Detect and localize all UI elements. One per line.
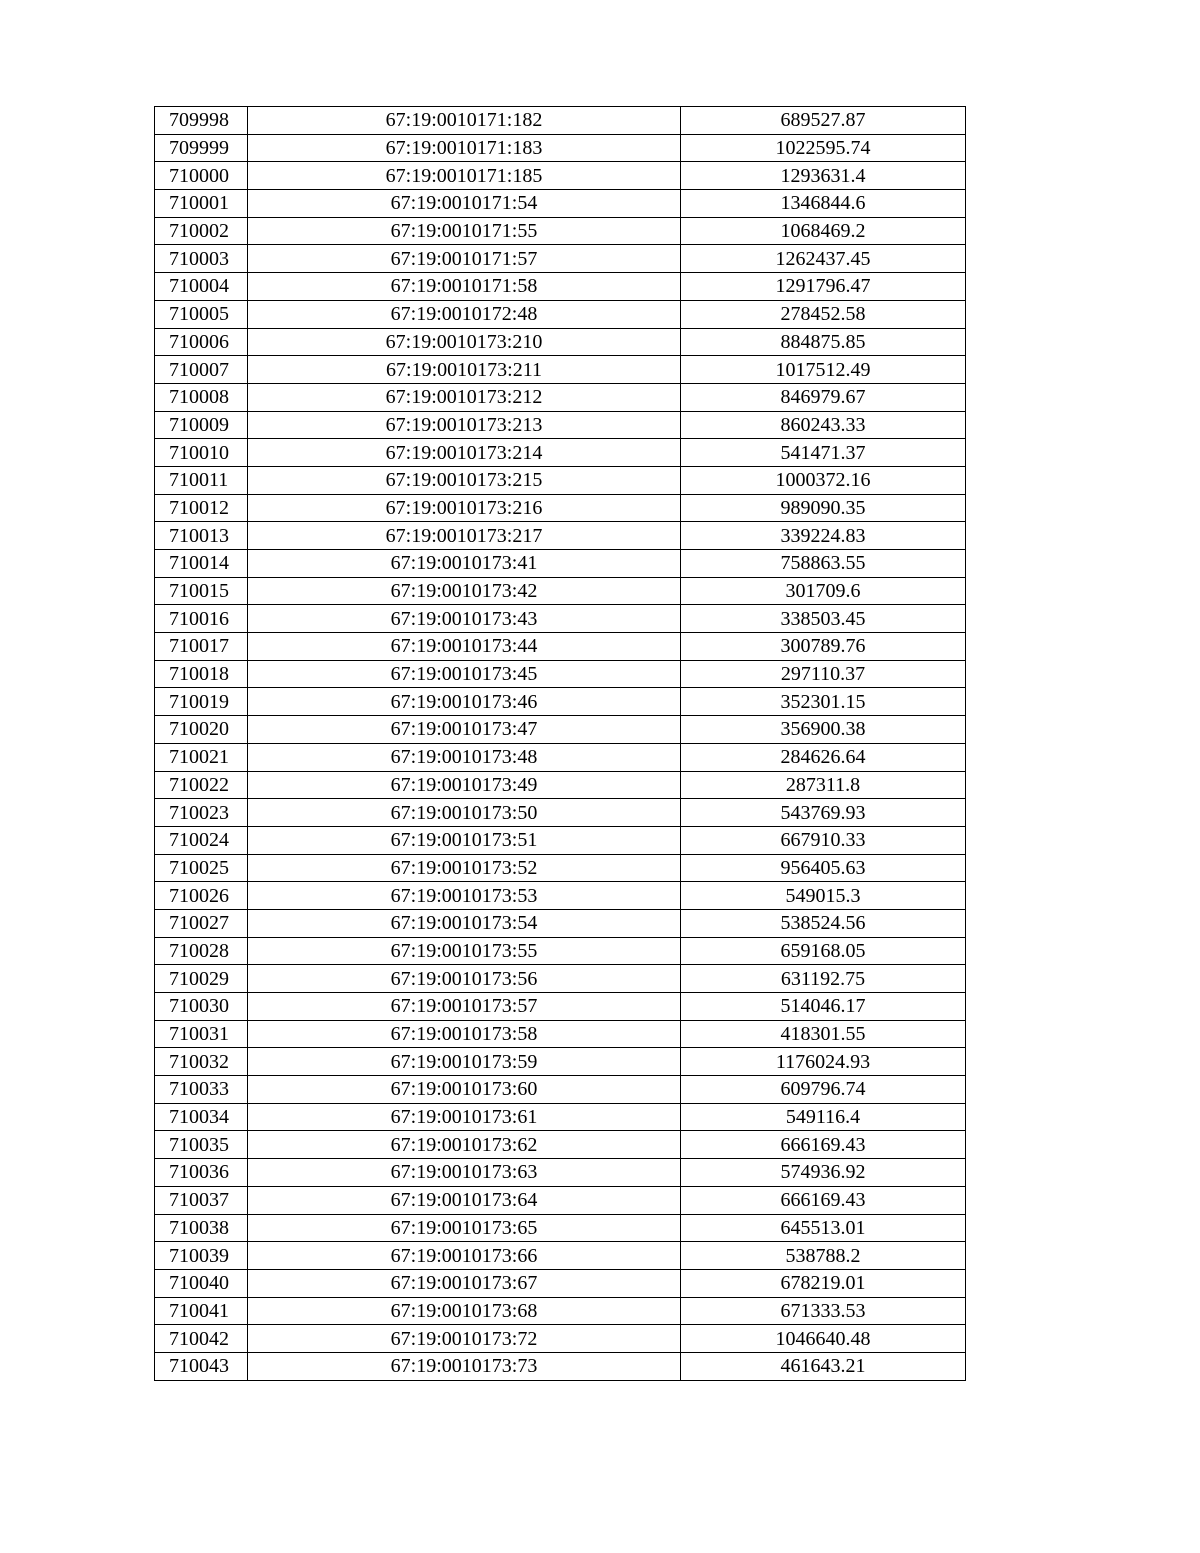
row-id-cell: 710001 [155, 190, 248, 218]
table-row [155, 1297, 966, 1325]
value-cell: 645513.01 [681, 1214, 966, 1242]
table-row [155, 1269, 966, 1297]
table-row [155, 660, 966, 688]
cadastral-number-cell: 67:19:0010173:52 [248, 854, 681, 882]
table-row [155, 245, 966, 273]
value-cell: 1346844.6 [681, 190, 966, 218]
table-row [155, 162, 966, 190]
row-id-cell: 710033 [155, 1076, 248, 1104]
row-id-cell: 710011 [155, 466, 248, 494]
table-row [155, 799, 966, 827]
value-cell: 300789.76 [681, 633, 966, 661]
table-row [155, 1048, 966, 1076]
row-id-cell: 710008 [155, 383, 248, 411]
row-id-cell: 710000 [155, 162, 248, 190]
cadastral-number-cell: 67:19:0010173:54 [248, 909, 681, 937]
value-cell: 278452.58 [681, 300, 966, 328]
row-id-cell: 710036 [155, 1159, 248, 1187]
value-cell: 666169.43 [681, 1131, 966, 1159]
row-id-cell: 710038 [155, 1214, 248, 1242]
value-cell: 631192.75 [681, 965, 966, 993]
table-row [155, 439, 966, 467]
row-id-cell: 710024 [155, 826, 248, 854]
value-cell: 352301.15 [681, 688, 966, 716]
value-cell: 543769.93 [681, 799, 966, 827]
row-id-cell: 710037 [155, 1186, 248, 1214]
row-id-cell: 710009 [155, 411, 248, 439]
cadastral-number-cell: 67:19:0010172:48 [248, 300, 681, 328]
row-id-cell: 709998 [155, 107, 248, 135]
table-row [155, 854, 966, 882]
row-id-cell: 710040 [155, 1269, 248, 1297]
cadastral-number-cell: 67:19:0010173:64 [248, 1186, 681, 1214]
row-id-cell: 710030 [155, 993, 248, 1021]
cadastral-number-cell: 67:19:0010171:185 [248, 162, 681, 190]
row-id-cell: 710027 [155, 909, 248, 937]
cadastral-number-cell: 67:19:0010173:49 [248, 771, 681, 799]
table-row [155, 1325, 966, 1353]
table-row [155, 1131, 966, 1159]
table-row [155, 577, 966, 605]
table-row [155, 411, 966, 439]
value-cell: 1293631.4 [681, 162, 966, 190]
row-id-cell: 710013 [155, 522, 248, 550]
value-cell: 667910.33 [681, 826, 966, 854]
cadastral-number-cell: 67:19:0010173:72 [248, 1325, 681, 1353]
row-id-cell: 710015 [155, 577, 248, 605]
value-cell: 1291796.47 [681, 273, 966, 301]
table-row [155, 633, 966, 661]
row-id-cell: 710012 [155, 494, 248, 522]
table-row [155, 550, 966, 578]
table-row [155, 605, 966, 633]
cadastral-number-cell: 67:19:0010173:50 [248, 799, 681, 827]
cadastral-number-cell: 67:19:0010173:45 [248, 660, 681, 688]
cadastral-number-cell: 67:19:0010173:56 [248, 965, 681, 993]
cadastral-number-cell: 67:19:0010173:59 [248, 1048, 681, 1076]
cadastral-number-cell: 67:19:0010173:212 [248, 383, 681, 411]
table-row [155, 688, 966, 716]
value-cell: 860243.33 [681, 411, 966, 439]
cadastral-number-cell: 67:19:0010173:44 [248, 633, 681, 661]
table-row [155, 522, 966, 550]
value-cell: 884875.85 [681, 328, 966, 356]
table-row [155, 1103, 966, 1131]
cadastral-number-cell: 67:19:0010173:65 [248, 1214, 681, 1242]
table-row [155, 771, 966, 799]
cadastral-number-cell: 67:19:0010173:211 [248, 356, 681, 384]
cadastral-number-cell: 67:19:0010173:58 [248, 1020, 681, 1048]
cadastral-number-cell: 67:19:0010173:46 [248, 688, 681, 716]
value-cell: 609796.74 [681, 1076, 966, 1104]
row-id-cell: 709999 [155, 134, 248, 162]
cadastral-number-cell: 67:19:0010173:48 [248, 743, 681, 771]
row-id-cell: 710016 [155, 605, 248, 633]
row-id-cell: 710022 [155, 771, 248, 799]
value-cell: 1262437.45 [681, 245, 966, 273]
value-cell: 549015.3 [681, 882, 966, 910]
cadastral-number-cell: 67:19:0010173:53 [248, 882, 681, 910]
row-id-cell: 710041 [155, 1297, 248, 1325]
cadastral-number-cell: 67:19:0010173:51 [248, 826, 681, 854]
cadastral-number-cell: 67:19:0010173:217 [248, 522, 681, 550]
cadastral-number-cell: 67:19:0010173:60 [248, 1076, 681, 1104]
cadastral-number-cell: 67:19:0010173:63 [248, 1159, 681, 1187]
table-row [155, 190, 966, 218]
row-id-cell: 710006 [155, 328, 248, 356]
value-cell: 549116.4 [681, 1103, 966, 1131]
value-cell: 1000372.16 [681, 466, 966, 494]
row-id-cell: 710032 [155, 1048, 248, 1076]
table-row [155, 993, 966, 1021]
table-row [155, 1020, 966, 1048]
table-row [155, 356, 966, 384]
cadastral-number-cell: 67:19:0010171:58 [248, 273, 681, 301]
table-row [155, 134, 966, 162]
table-row [155, 882, 966, 910]
table-row [155, 494, 966, 522]
value-cell: 671333.53 [681, 1297, 966, 1325]
table-row [155, 1159, 966, 1187]
cadastral-number-cell: 67:19:0010173:62 [248, 1131, 681, 1159]
row-id-cell: 710017 [155, 633, 248, 661]
value-cell: 538788.2 [681, 1242, 966, 1270]
cadastral-number-cell: 67:19:0010173:215 [248, 466, 681, 494]
table-row [155, 1352, 966, 1380]
table-row [155, 743, 966, 771]
value-cell: 666169.43 [681, 1186, 966, 1214]
cadastral-number-cell: 67:19:0010173:55 [248, 937, 681, 965]
value-cell: 338503.45 [681, 605, 966, 633]
cadastral-number-cell: 67:19:0010173:41 [248, 550, 681, 578]
cadastral-number-cell: 67:19:0010171:183 [248, 134, 681, 162]
cadastral-number-cell: 67:19:0010173:43 [248, 605, 681, 633]
value-cell: 1022595.74 [681, 134, 966, 162]
table-row [155, 909, 966, 937]
value-cell: 956405.63 [681, 854, 966, 882]
row-id-cell: 710002 [155, 217, 248, 245]
value-cell: 846979.67 [681, 383, 966, 411]
value-cell: 1176024.93 [681, 1048, 966, 1076]
cadastral-number-cell: 67:19:0010173:214 [248, 439, 681, 467]
value-cell: 356900.38 [681, 716, 966, 744]
row-id-cell: 710005 [155, 300, 248, 328]
table-row [155, 466, 966, 494]
table-row [155, 300, 966, 328]
table-row [155, 1186, 966, 1214]
value-cell: 1017512.49 [681, 356, 966, 384]
row-id-cell: 710039 [155, 1242, 248, 1270]
cadastral-number-cell: 67:19:0010173:42 [248, 577, 681, 605]
table-row [155, 937, 966, 965]
table-row [155, 328, 966, 356]
row-id-cell: 710007 [155, 356, 248, 384]
value-cell: 1046640.48 [681, 1325, 966, 1353]
value-cell: 689527.87 [681, 107, 966, 135]
row-id-cell: 710042 [155, 1325, 248, 1353]
cadastral-number-cell: 67:19:0010173:67 [248, 1269, 681, 1297]
cadastral-number-cell: 67:19:0010171:54 [248, 190, 681, 218]
table-row [155, 1214, 966, 1242]
value-cell: 758863.55 [681, 550, 966, 578]
cadastral-number-cell: 67:19:0010171:182 [248, 107, 681, 135]
value-cell: 284626.64 [681, 743, 966, 771]
cadastral-number-cell: 67:19:0010173:66 [248, 1242, 681, 1270]
row-id-cell: 710004 [155, 273, 248, 301]
value-cell: 1068469.2 [681, 217, 966, 245]
cadastral-number-cell: 67:19:0010173:216 [248, 494, 681, 522]
value-cell: 461643.21 [681, 1352, 966, 1380]
value-cell: 541471.37 [681, 439, 966, 467]
row-id-cell: 710026 [155, 882, 248, 910]
row-id-cell: 710019 [155, 688, 248, 716]
value-cell: 339224.83 [681, 522, 966, 550]
row-id-cell: 710025 [155, 854, 248, 882]
row-id-cell: 710023 [155, 799, 248, 827]
row-id-cell: 710029 [155, 965, 248, 993]
table-row [155, 1076, 966, 1104]
row-id-cell: 710034 [155, 1103, 248, 1131]
cadastral-number-cell: 67:19:0010173:68 [248, 1297, 681, 1325]
cadastral-number-cell: 67:19:0010173:213 [248, 411, 681, 439]
value-cell: 287311.8 [681, 771, 966, 799]
row-id-cell: 710010 [155, 439, 248, 467]
cadastral-number-cell: 67:19:0010173:47 [248, 716, 681, 744]
cadastral-number-cell: 67:19:0010171:55 [248, 217, 681, 245]
data-table-body [155, 107, 966, 1381]
value-cell: 989090.35 [681, 494, 966, 522]
row-id-cell: 710003 [155, 245, 248, 273]
value-cell: 418301.55 [681, 1020, 966, 1048]
cadastral-number-cell: 67:19:0010171:57 [248, 245, 681, 273]
row-id-cell: 710020 [155, 716, 248, 744]
row-id-cell: 710018 [155, 660, 248, 688]
cadastral-number-cell: 67:19:0010173:210 [248, 328, 681, 356]
value-cell: 538524.56 [681, 909, 966, 937]
data-table [154, 106, 966, 1381]
cadastral-number-cell: 67:19:0010173:57 [248, 993, 681, 1021]
row-id-cell: 710014 [155, 550, 248, 578]
table-row [155, 383, 966, 411]
table-row [155, 273, 966, 301]
table-row [155, 965, 966, 993]
row-id-cell: 710028 [155, 937, 248, 965]
row-id-cell: 710031 [155, 1020, 248, 1048]
table-row [155, 716, 966, 744]
row-id-cell: 710021 [155, 743, 248, 771]
table-row [155, 107, 966, 135]
row-id-cell: 710035 [155, 1131, 248, 1159]
value-cell: 297110.37 [681, 660, 966, 688]
value-cell: 301709.6 [681, 577, 966, 605]
value-cell: 678219.01 [681, 1269, 966, 1297]
table-row [155, 217, 966, 245]
value-cell: 574936.92 [681, 1159, 966, 1187]
table-row [155, 826, 966, 854]
table-row [155, 1242, 966, 1270]
cadastral-number-cell: 67:19:0010173:73 [248, 1352, 681, 1380]
row-id-cell: 710043 [155, 1352, 248, 1380]
value-cell: 514046.17 [681, 993, 966, 1021]
value-cell: 659168.05 [681, 937, 966, 965]
cadastral-number-cell: 67:19:0010173:61 [248, 1103, 681, 1131]
